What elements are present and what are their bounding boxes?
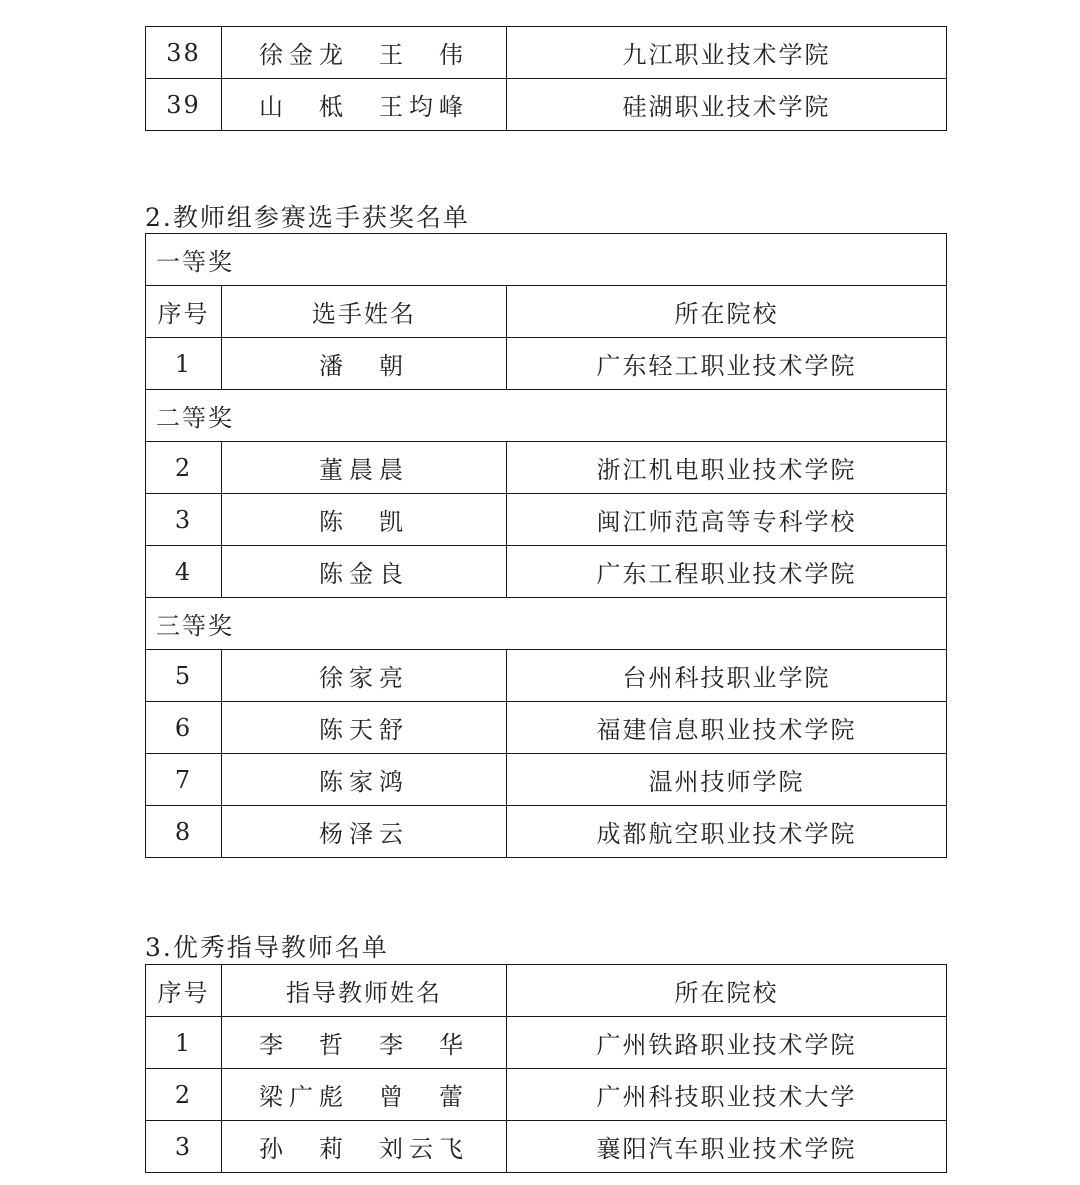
school-name: 广州铁路职业技术学院 (507, 1017, 947, 1069)
school-name: 襄阳汽车职业技术学院 (507, 1121, 947, 1173)
row-number: 4 (146, 546, 222, 598)
table-row (146, 650, 947, 702)
contestant-name: 陈金良 (222, 546, 507, 598)
award-first-prize: 一等奖 (146, 234, 947, 286)
row-number: 38 (146, 27, 222, 79)
school-name: 广州科技职业技术大学 (507, 1069, 947, 1121)
section2-title: 2.教师组参赛选手获奖名单 (145, 203, 470, 232)
row-number: 3 (146, 1121, 222, 1173)
row-number: 2 (146, 1069, 222, 1121)
contestant-name: 徐家亮 (222, 650, 507, 702)
contestant-names: 徐金龙 王 伟 (222, 27, 507, 79)
contestant-name: 陈 凯 (222, 494, 507, 546)
contestant-name: 杨泽云 (222, 806, 507, 858)
contestant-name: 陈家鸿 (222, 754, 507, 806)
row-number: 39 (146, 79, 222, 131)
school-name: 台州科技职业学院 (507, 650, 947, 702)
award-group-row (146, 390, 947, 442)
row-number: 5 (146, 650, 222, 702)
contestant-name: 潘 朝 (222, 338, 507, 390)
instructor-names: 李 哲 李 华 (222, 1017, 507, 1069)
header-name: 指导教师姓名 (222, 965, 507, 1017)
award-group-row (146, 234, 947, 286)
table-row (146, 806, 947, 858)
table-row (146, 1069, 947, 1121)
table-header-row (146, 286, 947, 338)
section3-title: 3.优秀指导教师名单 (145, 933, 389, 962)
row-number: 3 (146, 494, 222, 546)
award-group-row (146, 598, 947, 650)
school-name: 闽江师范高等专科学校 (507, 494, 947, 546)
table-row (146, 702, 947, 754)
contestant-name: 陈天舒 (222, 702, 507, 754)
contestant-names: 山 柢 王均峰 (222, 79, 507, 131)
table-row (146, 754, 947, 806)
row-number: 1 (146, 1017, 222, 1069)
table-row (146, 27, 947, 79)
table-row (146, 546, 947, 598)
instructor-names: 孙 莉 刘云飞 (222, 1121, 507, 1173)
instructor-names: 梁广彪 曾 蕾 (222, 1069, 507, 1121)
student-award-table-continued (145, 26, 947, 131)
school-name: 硅湖职业技术学院 (507, 79, 947, 131)
header-school: 所在院校 (507, 965, 947, 1017)
row-number: 1 (146, 338, 222, 390)
header-name: 选手姓名 (222, 286, 507, 338)
row-number: 6 (146, 702, 222, 754)
school-name: 浙江机电职业技术学院 (507, 442, 947, 494)
school-name: 九江职业技术学院 (507, 27, 947, 79)
award-second-prize: 二等奖 (146, 390, 947, 442)
row-number: 7 (146, 754, 222, 806)
header-no: 序号 (146, 965, 222, 1017)
row-number: 2 (146, 442, 222, 494)
school-name: 广东工程职业技术学院 (507, 546, 947, 598)
school-name: 福建信息职业技术学院 (507, 702, 947, 754)
table-row (146, 338, 947, 390)
table-header-row (146, 965, 947, 1017)
school-name: 成都航空职业技术学院 (507, 806, 947, 858)
award-third-prize: 三等奖 (146, 598, 947, 650)
table-row (146, 1121, 947, 1173)
table-row (146, 442, 947, 494)
row-number: 8 (146, 806, 222, 858)
header-school: 所在院校 (507, 286, 947, 338)
table-row (146, 494, 947, 546)
school-name: 温州技师学院 (507, 754, 947, 806)
header-no: 序号 (146, 286, 222, 338)
instructor-table (145, 964, 947, 1173)
table-row (146, 1017, 947, 1069)
school-name: 广东轻工职业技术学院 (507, 338, 947, 390)
teacher-award-table (145, 233, 947, 858)
table-row (146, 79, 947, 131)
contestant-name: 董晨晨 (222, 442, 507, 494)
